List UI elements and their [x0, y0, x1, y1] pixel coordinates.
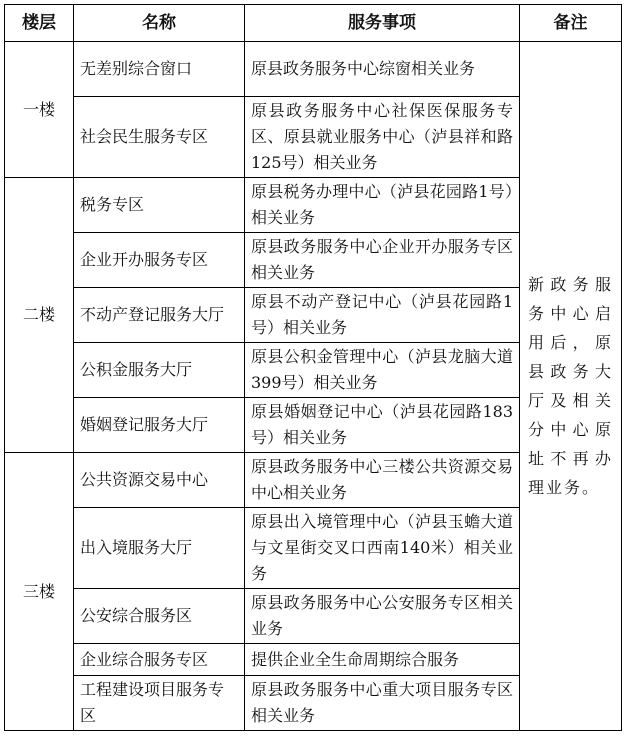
window-name: 企业开办服务专区 — [74, 233, 245, 288]
service-desc: 原县政务服务中心社保医保服务专区、原县就业服务中心（泸县祥和路125号）相关业务 — [245, 97, 520, 178]
floor-label: 一楼 — [5, 42, 74, 178]
service-desc: 原县政务服务中心综窗相关业务 — [245, 42, 520, 97]
window-name: 工程建设项目服务专区 — [74, 676, 245, 731]
service-table — [4, 4, 622, 731]
window-name: 出入境服务大厅 — [74, 508, 245, 589]
header-service: 服务事项 — [245, 5, 520, 42]
service-desc: 原县政务服务中心三楼公共资源交易中心相关业务 — [245, 453, 520, 508]
header-note: 备注 — [520, 5, 622, 42]
header-name: 名称 — [74, 5, 245, 42]
floor-label: 三楼 — [5, 453, 74, 731]
window-name: 企业综合服务专区 — [74, 644, 245, 676]
service-desc: 原县政务服务中心重大项目服务专区相关业务 — [245, 676, 520, 731]
service-desc: 原县税务办理中心（泸县花园路1号）相关业务 — [245, 178, 520, 233]
service-desc: 原县不动产登记中心（泸县花园路1号）相关业务 — [245, 288, 520, 343]
window-name: 婚姻登记服务大厅 — [74, 398, 245, 453]
window-name: 税务专区 — [74, 178, 245, 233]
window-name: 公安综合服务区 — [74, 589, 245, 644]
service-desc: 原县婚姻登记中心（泸县花园路183号）相关业务 — [245, 398, 520, 453]
window-name: 社会民生服务专区 — [74, 97, 245, 178]
header-row — [5, 5, 622, 42]
header-floor: 楼层 — [5, 5, 74, 42]
window-name: 不动产登记服务大厅 — [74, 288, 245, 343]
table-row — [5, 42, 622, 97]
service-desc: 原县公积金管理中心（泸县龙脑大道399号）相关业务 — [245, 343, 520, 398]
window-name: 无差别综合窗口 — [74, 42, 245, 97]
service-desc: 原县出入境管理中心（泸县玉蟾大道与文星街交叉口西南140米）相关业务 — [245, 508, 520, 589]
note-cell: 新政务服务中心启用后，原县政务大厅及相关分中心原址不再办理业务。 — [520, 42, 622, 731]
window-name: 公积金服务大厅 — [74, 343, 245, 398]
service-desc: 提供企业全生命周期综合服务 — [245, 644, 520, 676]
window-name: 公共资源交易中心 — [74, 453, 245, 508]
floor-label: 二楼 — [5, 178, 74, 453]
service-desc: 原县政务服务中心公安服务专区相关业务 — [245, 589, 520, 644]
service-desc: 原县政务服务中心企业开办服务专区相关业务 — [245, 233, 520, 288]
